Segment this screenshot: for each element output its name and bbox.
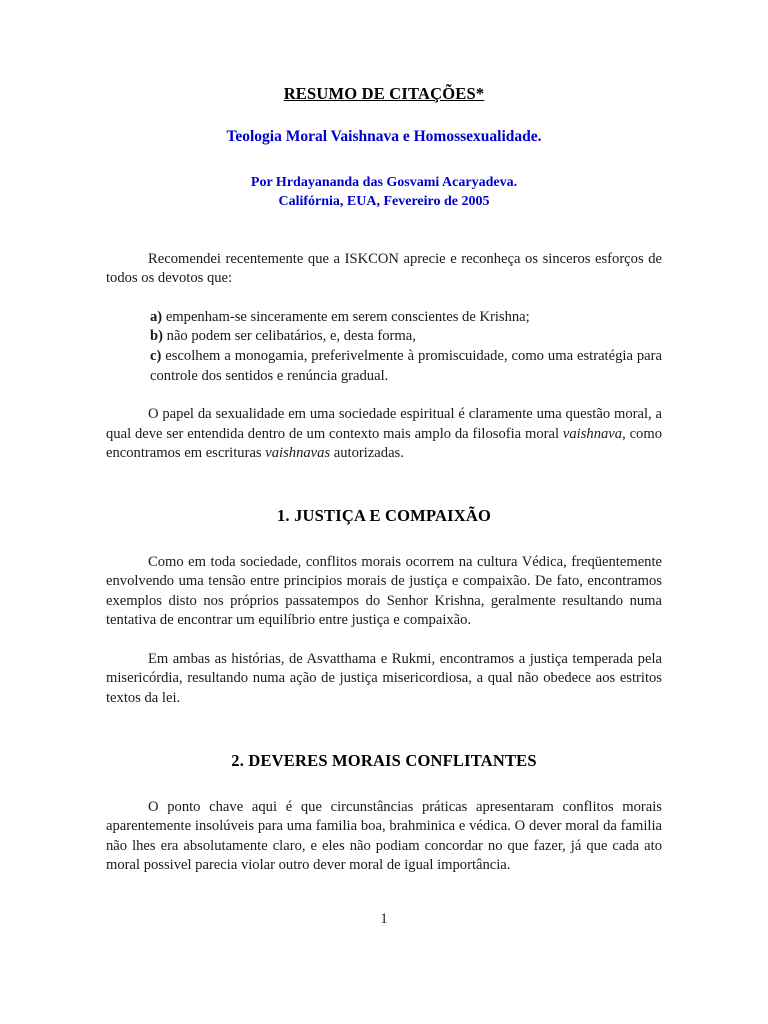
list-item-b [150,327,662,347]
paragraph-sexuality [106,405,662,464]
byline [106,174,662,212]
list-text-b: não podem ser celibatários, e, desta forma, [166,328,416,345]
list-marker-a: a) [150,308,163,325]
paragraph-conflicting-duties: O ponto chave aqui é que circunstâncias práticas apresentaram conflitos morais aparentemente insolúveis para uma familia boa, brahminica e védica. O dever moral da familia não lhes era absolutamente claro, e eles não podiam concordar no que fazer, já que cada ato moral possivel parecia violar outro dever moral de igual importância. [106,798,662,874]
italic-vaishnavas: vaishnavas [265,445,331,462]
devotee-criteria-list [106,308,662,386]
byline-author: Por Hrdayananda das Gosvami Acaryadeva. [250,175,518,190]
byline-place-date: Califórnia, EUA, Fevereiro de 2005 [278,193,490,209]
sexuality-segment-2: , como encontramos em escrituras [106,425,662,462]
list-marker-b: b) [150,328,163,345]
paragraph-intro: Recomendei recentemente que a ISKCON aprecie e reconheça os sinceros esforços de todos os devotos que: [106,250,662,287]
section-heading-1: 1. JUSTIÇA E COMPAIXÃO [276,505,492,525]
document-subtitle: Teologia Moral Vaishnava e Homossexualidade. [226,128,542,145]
list-text-a: empenham-se sinceramente em serem conscientes de Krishna; [165,308,530,325]
page-number: 1 [380,911,388,927]
list-marker-c: c) [150,347,162,364]
list-item-a [150,308,662,328]
italic-vaishnava: vaishnava [562,425,623,442]
section-heading-2: 2. DEVERES MORAIS CONFLITANTES [231,750,537,770]
list-text-c: escolhem a monogamia, preferivelmente à promiscuidade, como uma estratégia para controle dos sentidos e renúncia gradual. [150,347,662,384]
paragraph-justice-2: Em ambas as histórias, de Asvatthama e Rukmi, encontramos a justiça temperada pela misericórdia, resultando numa ação de justiça misericordiosa, a qual não obedece aos estritos textos da lei. [106,650,662,706]
sexuality-segment-1: O papel da sexualidade em uma sociedade espiritual é claramente uma questão moral, a qual deve ser entendida dentro de um contexto mais amplo da filosofia moral [106,406,662,442]
sexuality-segment-3: autorizadas. [330,445,404,462]
list-item-c [150,347,662,386]
paragraph-justice-1: Como em toda sociedade, conflitos morais ocorrem na cultura Védica, freqüentemente envolvendo uma tensão entre principios morais de justiça e compaixão. De fato, encontramos exemplos disto nos próprios passatempos do Senhor Krishna, geralmente resultando numa tentativa de encontrar um equilíbrio entre justiça e compaixão. [106,553,662,629]
document-title: RESUMO DE CITAÇÕES* [283,84,485,103]
